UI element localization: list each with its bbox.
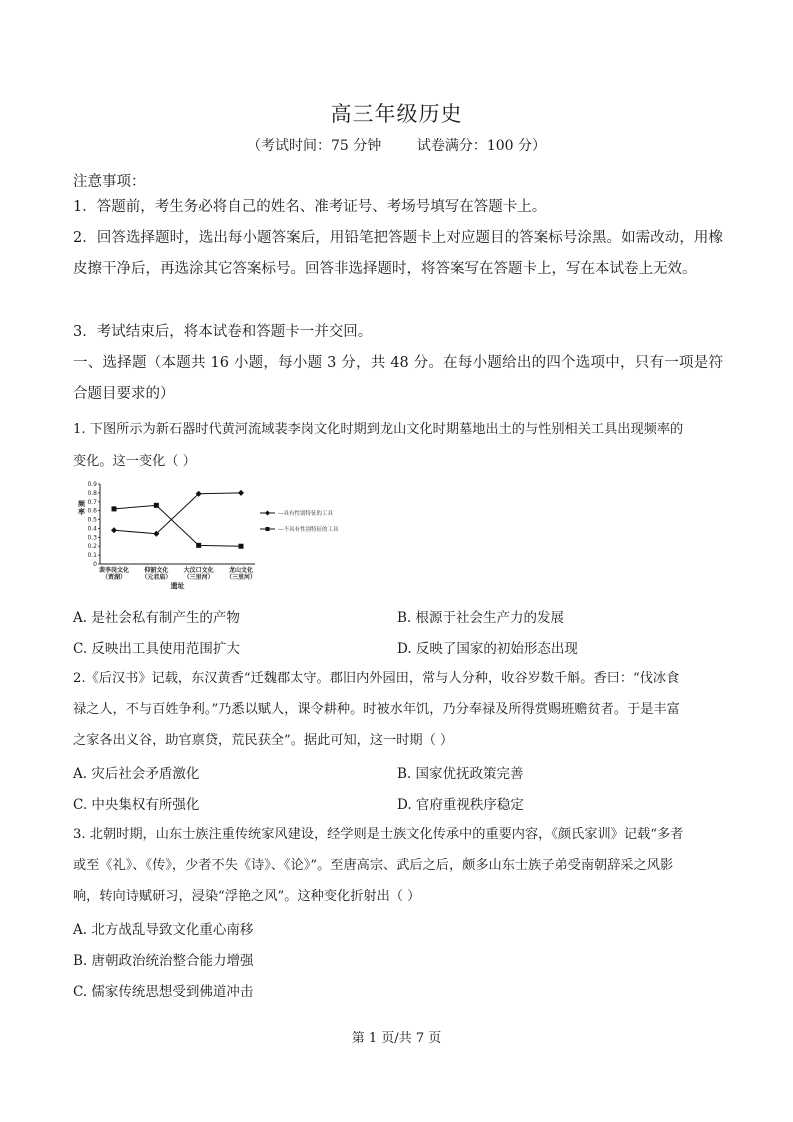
chart-legend-label: —具有性别特征的工具 [278, 511, 334, 517]
q1-option-c: C. 反映出工具使用范围扩大 [73, 641, 240, 657]
chart-series-line [114, 505, 241, 546]
chart-point-diamond [238, 490, 244, 496]
question-2-stem-line-1: 2.《后汉书》记载，东汉黄香“迁魏郡太守。郡旧内外园田，常与人分种，收谷岁数千斛。香曰：“伐冰食 [73, 671, 680, 686]
question-3-stem-line-1: 3. 北朝时期，山东士族注重传统家风建设，经学则是士族文化传承中的重要内容，《颜氏家训》记载“多者 [73, 827, 684, 842]
chart-series [111, 490, 244, 549]
q1-option-d: D. 反映了国家的初始形态出现 [397, 641, 578, 657]
chart-y-tick-label: 0.8 [87, 489, 97, 497]
chart-x-ticks [99, 566, 256, 581]
q2-option-c: C. 中央集权有所强化 [73, 797, 200, 813]
chart-y-label-char: 率 [78, 508, 85, 516]
chart-x-tick-label: 仰韶文化 [144, 567, 169, 574]
chart-x-label: 遗址 [170, 582, 185, 590]
question-2-stem-line-3: 之家各出义谷，助官禀贷，荒民获全”。据此可知，这一时期（ ） [73, 733, 454, 748]
chart-legend-marker [265, 511, 270, 516]
page-title: 高三年级历史 [330, 102, 463, 126]
chart-y-label [78, 499, 86, 516]
chart-x-tick-sublabel: （三里河） [225, 574, 257, 581]
question-2-stem-line-2: 禄之人，不与百姓争利。”乃悉以赋人，课令耕种。时被水年饥，乃分奉禄及所得赏赐班赡贫者。于是丰富 [73, 702, 680, 717]
page-footer: 第 1 页/共 7 页 [351, 1031, 442, 1046]
chart-y-tick-label: 0.2 [87, 543, 97, 551]
chart-axes [100, 484, 255, 564]
chart-y-tick-label: 0.6 [87, 507, 97, 515]
chart-point-square [196, 543, 201, 548]
notice-heading: 注意事项： [73, 174, 146, 190]
chart-x-tick-label: 大汶口文化 [183, 567, 214, 574]
chart-y-tick-label: 0.5 [87, 516, 97, 524]
q3-option-c: C. 儒家传统思想受到佛道冲击 [73, 984, 254, 1000]
section-heading: 一、选择题（本题共 16 小题，每小题 3 分，共 48 分。在每小题给出的四个选项中，只有一项是符合题目要求的） [73, 355, 723, 402]
exam-info: （考试时间：75 分钟 试卷满分：100 分） [246, 138, 547, 154]
chart-legend [260, 509, 339, 533]
chart-y-tick-label: 0.9 [87, 481, 97, 488]
notice-item-2: 2．回答选择题时，选出每小题答案后，用铅笔把答题卡上对应题目的答案标号涂黑。如需改动，用橡皮擦干净后，再选涂其它答案标号。回答非选择题时，将答案写在答题卡上，写在本试卷上无效。 [73, 230, 723, 277]
chart-y-tick-label: 0 [93, 561, 97, 568]
chart-point-diamond [111, 527, 117, 533]
chart-series-line [114, 493, 241, 534]
chart-x-tick-label: 裴李岗文化 [98, 567, 130, 574]
chart-y-tick-label: 0.7 [87, 498, 97, 506]
chart-legend-marker [266, 527, 270, 531]
question-1-stem-line-2: 变化。这一变化（ ） [73, 454, 196, 469]
chart-legend-label: —不具有性别特征的工具 [278, 527, 339, 533]
question-1-stem-line-1: 1. 下图所示为新石器时代黄河流域裴李岗文化时期到龙山文化时期墓地出土的与性别相关工具出现频率的 [73, 422, 684, 437]
chart-y-tick-label: 0.1 [87, 552, 97, 560]
notice-item-1: 1．答题前，考生务必将自己的姓名、准考证号、考场号填写在答题卡上。 [73, 199, 547, 215]
chart-y-tick-label: 0.3 [87, 534, 97, 542]
chart-y-tick-label: 0.4 [87, 525, 97, 533]
question-3-stem-line-2: 或至《礼》、《传》，少者不失《诗》、《论》”。至唐高宗、武后之后，颇多山东士族子弟受南朝辞采之风影 [73, 858, 674, 873]
notice-item-3: 3．考试结束后，将本试卷和答题卡一并交回。 [73, 324, 373, 340]
chart-x-tick-label: 龙山文化 [228, 567, 254, 574]
q2-option-a: A. 灾后社会矛盾激化 [73, 766, 200, 782]
chart-point-square [239, 544, 244, 549]
frequency-line-chart [70, 478, 370, 598]
q2-option-b: B. 国家优抚政策完善 [397, 766, 524, 782]
q1-option-b: B. 根源于社会生产力的发展 [397, 610, 565, 626]
chart-x-tick-sublabel: （贾湖） [101, 574, 127, 581]
chart-point-square [154, 503, 159, 508]
q3-option-b: B. 唐朝政治统治整合能力增强 [73, 953, 254, 969]
question-3-stem-line-3: 响，转向诗赋研习，浸染“浮艳之风”。这种变化折射出（ ） [73, 889, 421, 904]
q1-option-a: A. 是社会私有制产生的产物 [73, 610, 240, 626]
chart-point-square [112, 506, 117, 511]
chart-x-tick-sublabel: （三里河） [183, 574, 214, 581]
q3-option-a: A. 北方战乱导致文化重心南移 [73, 922, 254, 938]
chart-x-tick-sublabel: （元君庙） [141, 574, 172, 581]
q2-option-d: D. 官府重视秩序稳定 [397, 797, 524, 813]
chart-y-ticks [87, 481, 100, 568]
chart-y-label-char: 频 [78, 500, 85, 508]
